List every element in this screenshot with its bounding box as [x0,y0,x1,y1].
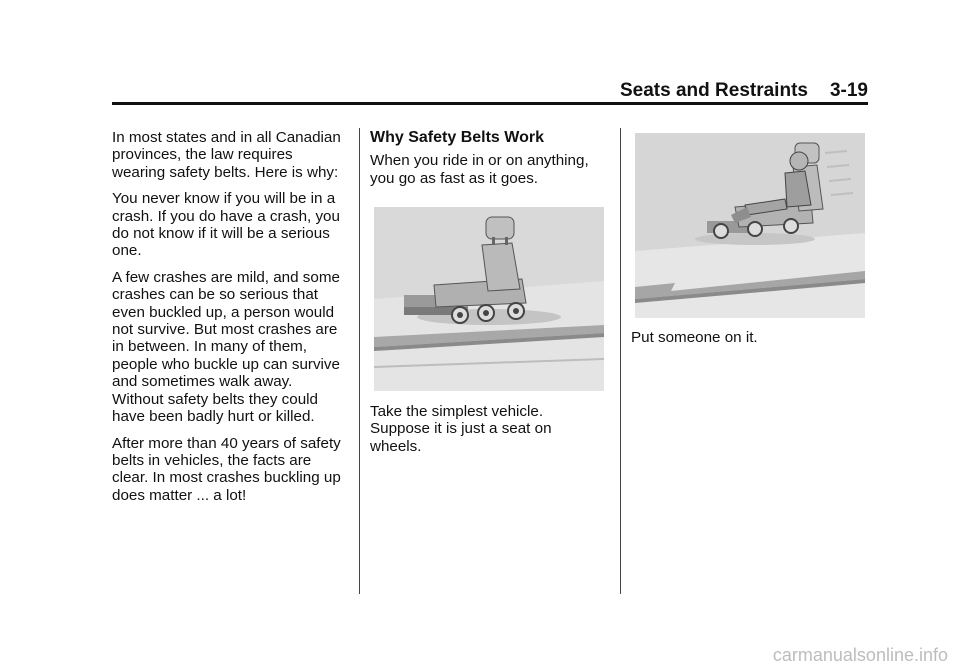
person-on-seat-illustration [635,133,865,318]
paragraph: After more than 40 years of safety belts in vehicles, the facts are clear. In most crashes buckling up does matter ... a lot! [112,434,341,504]
paragraph: In most states and in all Canadian provinces, the law requires wearing safety belts. Here is why: [112,129,341,181]
page-number: 3-19 [829,80,868,101]
section-title: Seats and Restraints [620,80,808,101]
paragraph: You never know if you will be in a crash. If you do have a crash, you do not know if it will be a serious one. [112,190,340,260]
seat-on-wheels-illustration [374,207,604,391]
page-header [112,80,868,104]
column-2 [370,129,606,196]
caption-text: Put someone on it. [631,329,758,346]
column-divider-right [620,128,621,594]
column-divider-left [359,128,360,594]
paragraph: A few crashes are mild, and some crashes can be so serious that even buckled up, a person would not survive. But most crashes are in between. In many of them, people who buckle up can survive and sometimes walk away. Without safety belts they could have been badly hurt or killed. [112,268,340,426]
paragraph: When you ride in or on anything, you go as fast as it goes. [370,152,589,187]
watermark: carmanualsonline.info [772,645,948,665]
figure-caption [370,403,606,464]
section-heading: Why Safety Belts Work [370,129,544,146]
caption-text: Take the simplest vehicle. Suppose it is just a seat on wheels. [370,403,552,455]
column-3 [631,329,867,355]
column-1 [112,129,348,513]
header-rule [112,102,868,105]
